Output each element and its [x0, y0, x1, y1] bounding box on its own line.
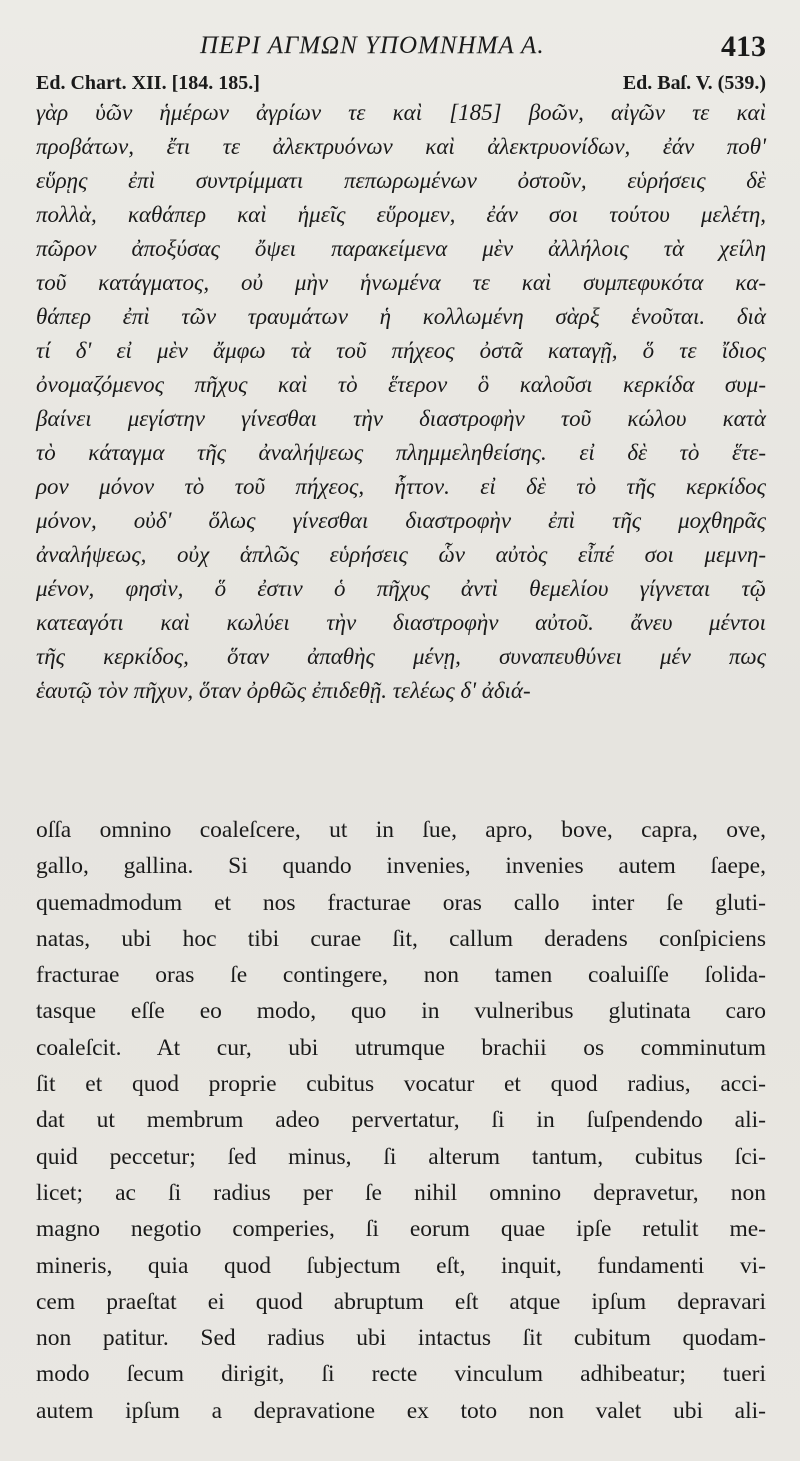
latin-line: mineris, quia quod ſubjectum eſt, inquit, fundamenti vi-	[36, 1252, 766, 1279]
latin-text-block	[36, 812, 766, 1429]
greek-text-block	[36, 96, 766, 708]
greek-line: τὸ κάταγμα τῆς ἀναλήψεως πλημμεληθείσης. εἰ δὲ τὸ ἕτε-	[36, 440, 766, 465]
latin-line: coaleſcit. At cur, ubi utrumque brachii os comminutum	[36, 1034, 766, 1061]
greek-line: κατεαγότι καὶ κωλύει τὴν διαστροφὴν αὐτοῦ. ἄνευ μέντοι	[36, 610, 766, 635]
page-number: 413	[721, 30, 766, 63]
latin-line: quid peccetur; ſed minus, ſi alterum tantum, cubitus ſci-	[36, 1143, 766, 1170]
greek-line: προβάτων, ἔτι τε ἀλεκτρυόνων καὶ ἀλεκτρυονίδων, ἐάν ποθ'	[36, 134, 766, 159]
latin-line: ſit et quod proprie cubitus vocatur et quod radius, acci-	[36, 1071, 766, 1098]
greek-line: τῆς κερκίδος, ὅταν ἀπαθὴς μένῃ, συναπευθύνει μέν πως	[36, 644, 766, 669]
greek-line: πῶρον ἀποξύσας ὄψει παρακείμενα μὲν ἀλλήλοις τὰ χείλη	[36, 236, 766, 261]
edition-basel-reference: Ed. Baſ. V. (539.)	[622, 72, 766, 94]
latin-line: dat ut membrum adeo pervertatur, ſi in ſuſpendendo ali-	[36, 1107, 766, 1134]
latin-line: tasque eſſe eo modo, quo in vulneribus glutinata caro	[36, 998, 766, 1025]
latin-line: gallo, gallina. Si quando invenies, invenies autem ſaepe,	[36, 853, 766, 880]
latin-line: natas, ubi hoc tibi curae ſit, callum deradens conſpiciens	[36, 925, 766, 952]
greek-line: ὀνομαζόμενος πῆχυς καὶ τὸ ἕτερον ὃ καλοῦσι κερκίδα συμ-	[36, 372, 766, 397]
greek-line: βαίνει μεγίστην γίνεσθαι τὴν διαστροφὴν τοῦ κώλου κατὰ	[36, 406, 766, 431]
edition-reference-line	[36, 72, 766, 96]
latin-line: non patitur. Sed radius ubi intactus ſit cubitum quodam-	[36, 1325, 766, 1352]
latin-line: cem praeſtat ei quod abruptum eſt atque ipſum depravari	[36, 1288, 766, 1315]
latin-line: licet; ac ſi radius per ſe nihil omnino depravetur, non	[36, 1179, 766, 1206]
latin-line: quemadmodum et nos fracturae oras callo inter ſe gluti-	[36, 889, 766, 916]
latin-line: modo ſecum dirigit, ſi recte vinculum adhibeatur; tueri	[36, 1361, 766, 1388]
greek-line: γὰρ ὑῶν ἡμέρων ἀγρίων τε καὶ [185] βοῶν, αἰγῶν τε καὶ	[36, 100, 766, 125]
edition-chart-reference: Ed. Chart. XII. [184. 185.]	[36, 72, 260, 94]
greek-line: ἀναλήψεως, οὐχ ἁπλῶς εὑρήσεις ὧν αὐτὸς εἶπέ σοι μεμνη-	[36, 542, 766, 567]
greek-line: πολλὰ, καθάπερ καὶ ἡμεῖς εὕρομεν, ἐάν σοι τούτου μελέτη,	[36, 202, 766, 227]
running-title: ΠΕΡΙ ΑΓΜΩΝ ΥΠΟΜΝΗΜΑ Α.	[200, 32, 545, 59]
greek-line: τί δ' εἰ μὲν ἄμφω τὰ τοῦ πήχεος ὀστᾶ καταγῇ, ὅ τε ἴδιος	[36, 338, 766, 363]
running-head	[0, 30, 800, 66]
greek-line: τοῦ κατάγματος, οὐ μὴν ἡνωμένα τε καὶ συμπεφυκότα κα-	[36, 270, 766, 295]
greek-line: μένον, φησὶν, ὅ ἐστιν ὁ πῆχυς ἀντὶ θεμελίου γίγνεται τῷ	[36, 576, 766, 601]
greek-line: εὕρῃς ἐπὶ συντρίμματι πεπωρωμένων ὀστοῦν, εὑρήσεις δὲ	[36, 168, 766, 193]
greek-line: μόνον, οὐδ' ὅλως γίνεσθαι διαστροφὴν ἐπὶ τῆς μοχθηρᾶς	[36, 508, 766, 533]
greek-line: ἑαυτῷ τὸν πῆχυν, ὅταν ὀρθῶς ἐπιδεθῇ. τελέως δ' ἀδιά-	[36, 678, 531, 703]
greek-line: θάπερ ἐπὶ τῶν τραυμάτων ἡ κολλωμένη σὰρξ ἑνοῦται. διὰ	[36, 304, 766, 329]
latin-line: oſſa omnino coaleſcere, ut in ſue, apro, bove, capra, ove,	[36, 817, 766, 843]
latin-line: fracturae oras ſe contingere, non tamen coaluiſſe ſolida-	[36, 962, 766, 989]
latin-line: autem ipſum a depravatione ex toto non valet ubi ali-	[36, 1397, 766, 1424]
latin-line: magno negotio comperies, ſi eorum quae ipſe retulit me-	[36, 1216, 766, 1243]
greek-line: ρον μόνον τὸ τοῦ πήχεος, ἧττον. εἰ δὲ τὸ τῆς κερκίδος	[36, 474, 766, 499]
